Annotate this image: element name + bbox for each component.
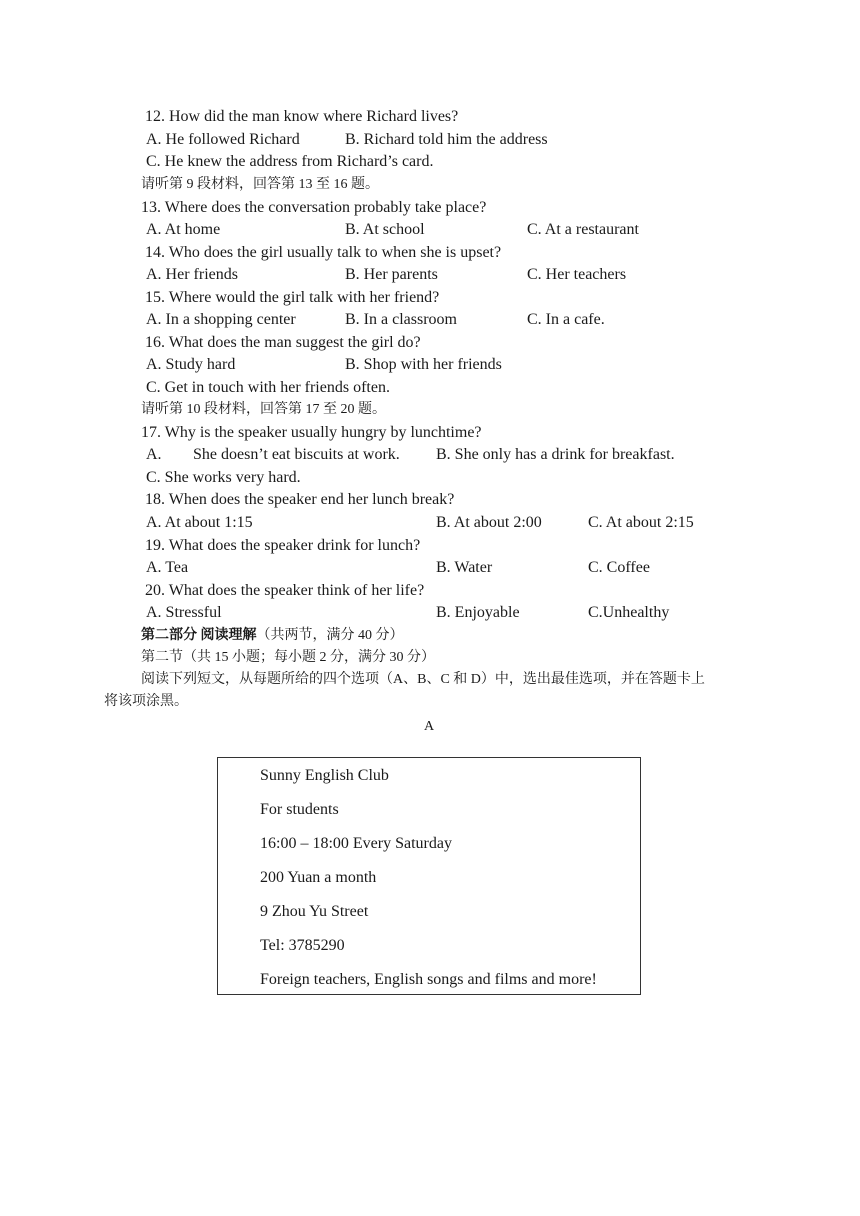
option-b: B. Shop with her friends xyxy=(345,356,502,373)
option-c: C. Get in touch with her friends often. xyxy=(146,379,390,396)
option-a: A. Tea xyxy=(146,559,189,576)
question-text: 12. How did the man know where Richard lives? xyxy=(145,108,459,125)
instruction-line-2: 将该项涂黑。 xyxy=(104,694,188,709)
club-advertisement xyxy=(217,757,641,995)
question-text: 16. What does the man suggest the girl do? xyxy=(145,334,421,351)
ad-features: Foreign teachers, English songs and films and more! xyxy=(260,971,597,988)
option-b: B. At school xyxy=(345,221,425,238)
ad-price: 200 Yuan a month xyxy=(260,869,377,886)
ad-phone: Tel: 3785290 xyxy=(260,937,345,954)
option-a-letter: A. xyxy=(146,446,162,463)
option-c: C. She works very hard. xyxy=(146,469,301,486)
question-text: 17. Why is the speaker usually hungry by lunchtime? xyxy=(141,424,482,441)
option-b: B. At about 2:00 xyxy=(436,514,542,531)
part-title: 第二部分 阅读理解 xyxy=(141,628,257,643)
option-a: A. Stressful xyxy=(146,604,222,621)
section-title: 第二节（共 15 小题；每小题 2 分，满分 30 分） xyxy=(141,650,435,665)
question-text: 18. When does the speaker end her lunch break? xyxy=(145,491,455,508)
option-b: B. She only has a drink for breakfast. xyxy=(436,446,675,463)
option-a: She doesn’t eat biscuits at work. xyxy=(193,446,400,463)
option-c: C. At about 2:15 xyxy=(588,514,694,531)
question-text: 20. What does the speaker think of her life? xyxy=(145,582,425,599)
question-text: 13. Where does the conversation probably take place? xyxy=(141,199,487,216)
option-b: B. Water xyxy=(436,559,493,576)
option-a: A. In a shopping center xyxy=(146,311,296,328)
option-b: B. Richard told him the address xyxy=(345,131,548,148)
option-c: C.Unhealthy xyxy=(588,604,670,621)
option-a: A. Study hard xyxy=(146,356,236,373)
option-a: A. Her friends xyxy=(146,266,238,283)
instruction-text: 请听第 10 段材料，回答第 17 至 20 题。 xyxy=(141,402,386,417)
option-c: C. At a restaurant xyxy=(527,221,639,238)
instruction-line-1: 阅读下列短文，从每题所给的四个选项（A、B、C 和 D）中，选出最佳选项，并在答题卡上 xyxy=(141,672,705,687)
option-b: B. In a classroom xyxy=(345,311,457,328)
option-b: B. Her parents xyxy=(345,266,438,283)
option-a: A. At home xyxy=(146,221,221,238)
ad-schedule: 16:00 – 18:00 Every Saturday xyxy=(260,835,452,852)
question-text: 15. Where would the girl talk with her friend? xyxy=(145,289,440,306)
option-c: C. Her teachers xyxy=(527,266,627,283)
option-a: A. At about 1:15 xyxy=(146,514,253,531)
instruction-text: 请听第 9 段材料，回答第 13 至 16 题。 xyxy=(141,177,379,192)
option-a: A. He followed Richard xyxy=(146,131,300,148)
question-text: 19. What does the speaker drink for lunch? xyxy=(145,537,421,554)
ad-audience: For students xyxy=(260,801,339,818)
passage-label: A xyxy=(424,719,435,734)
ad-club-name: Sunny English Club xyxy=(260,767,389,784)
option-c: C. Coffee xyxy=(588,559,650,576)
option-b: B. Enjoyable xyxy=(436,604,520,621)
option-c: C. In a cafe. xyxy=(527,311,605,328)
question-text: 14. Who does the girl usually talk to when she is upset? xyxy=(145,244,502,261)
option-c: C. He knew the address from Richard’s card. xyxy=(146,153,434,170)
ad-address: 9 Zhou Yu Street xyxy=(260,903,369,920)
part-note: （共两节，满分 40 分） xyxy=(256,628,404,643)
